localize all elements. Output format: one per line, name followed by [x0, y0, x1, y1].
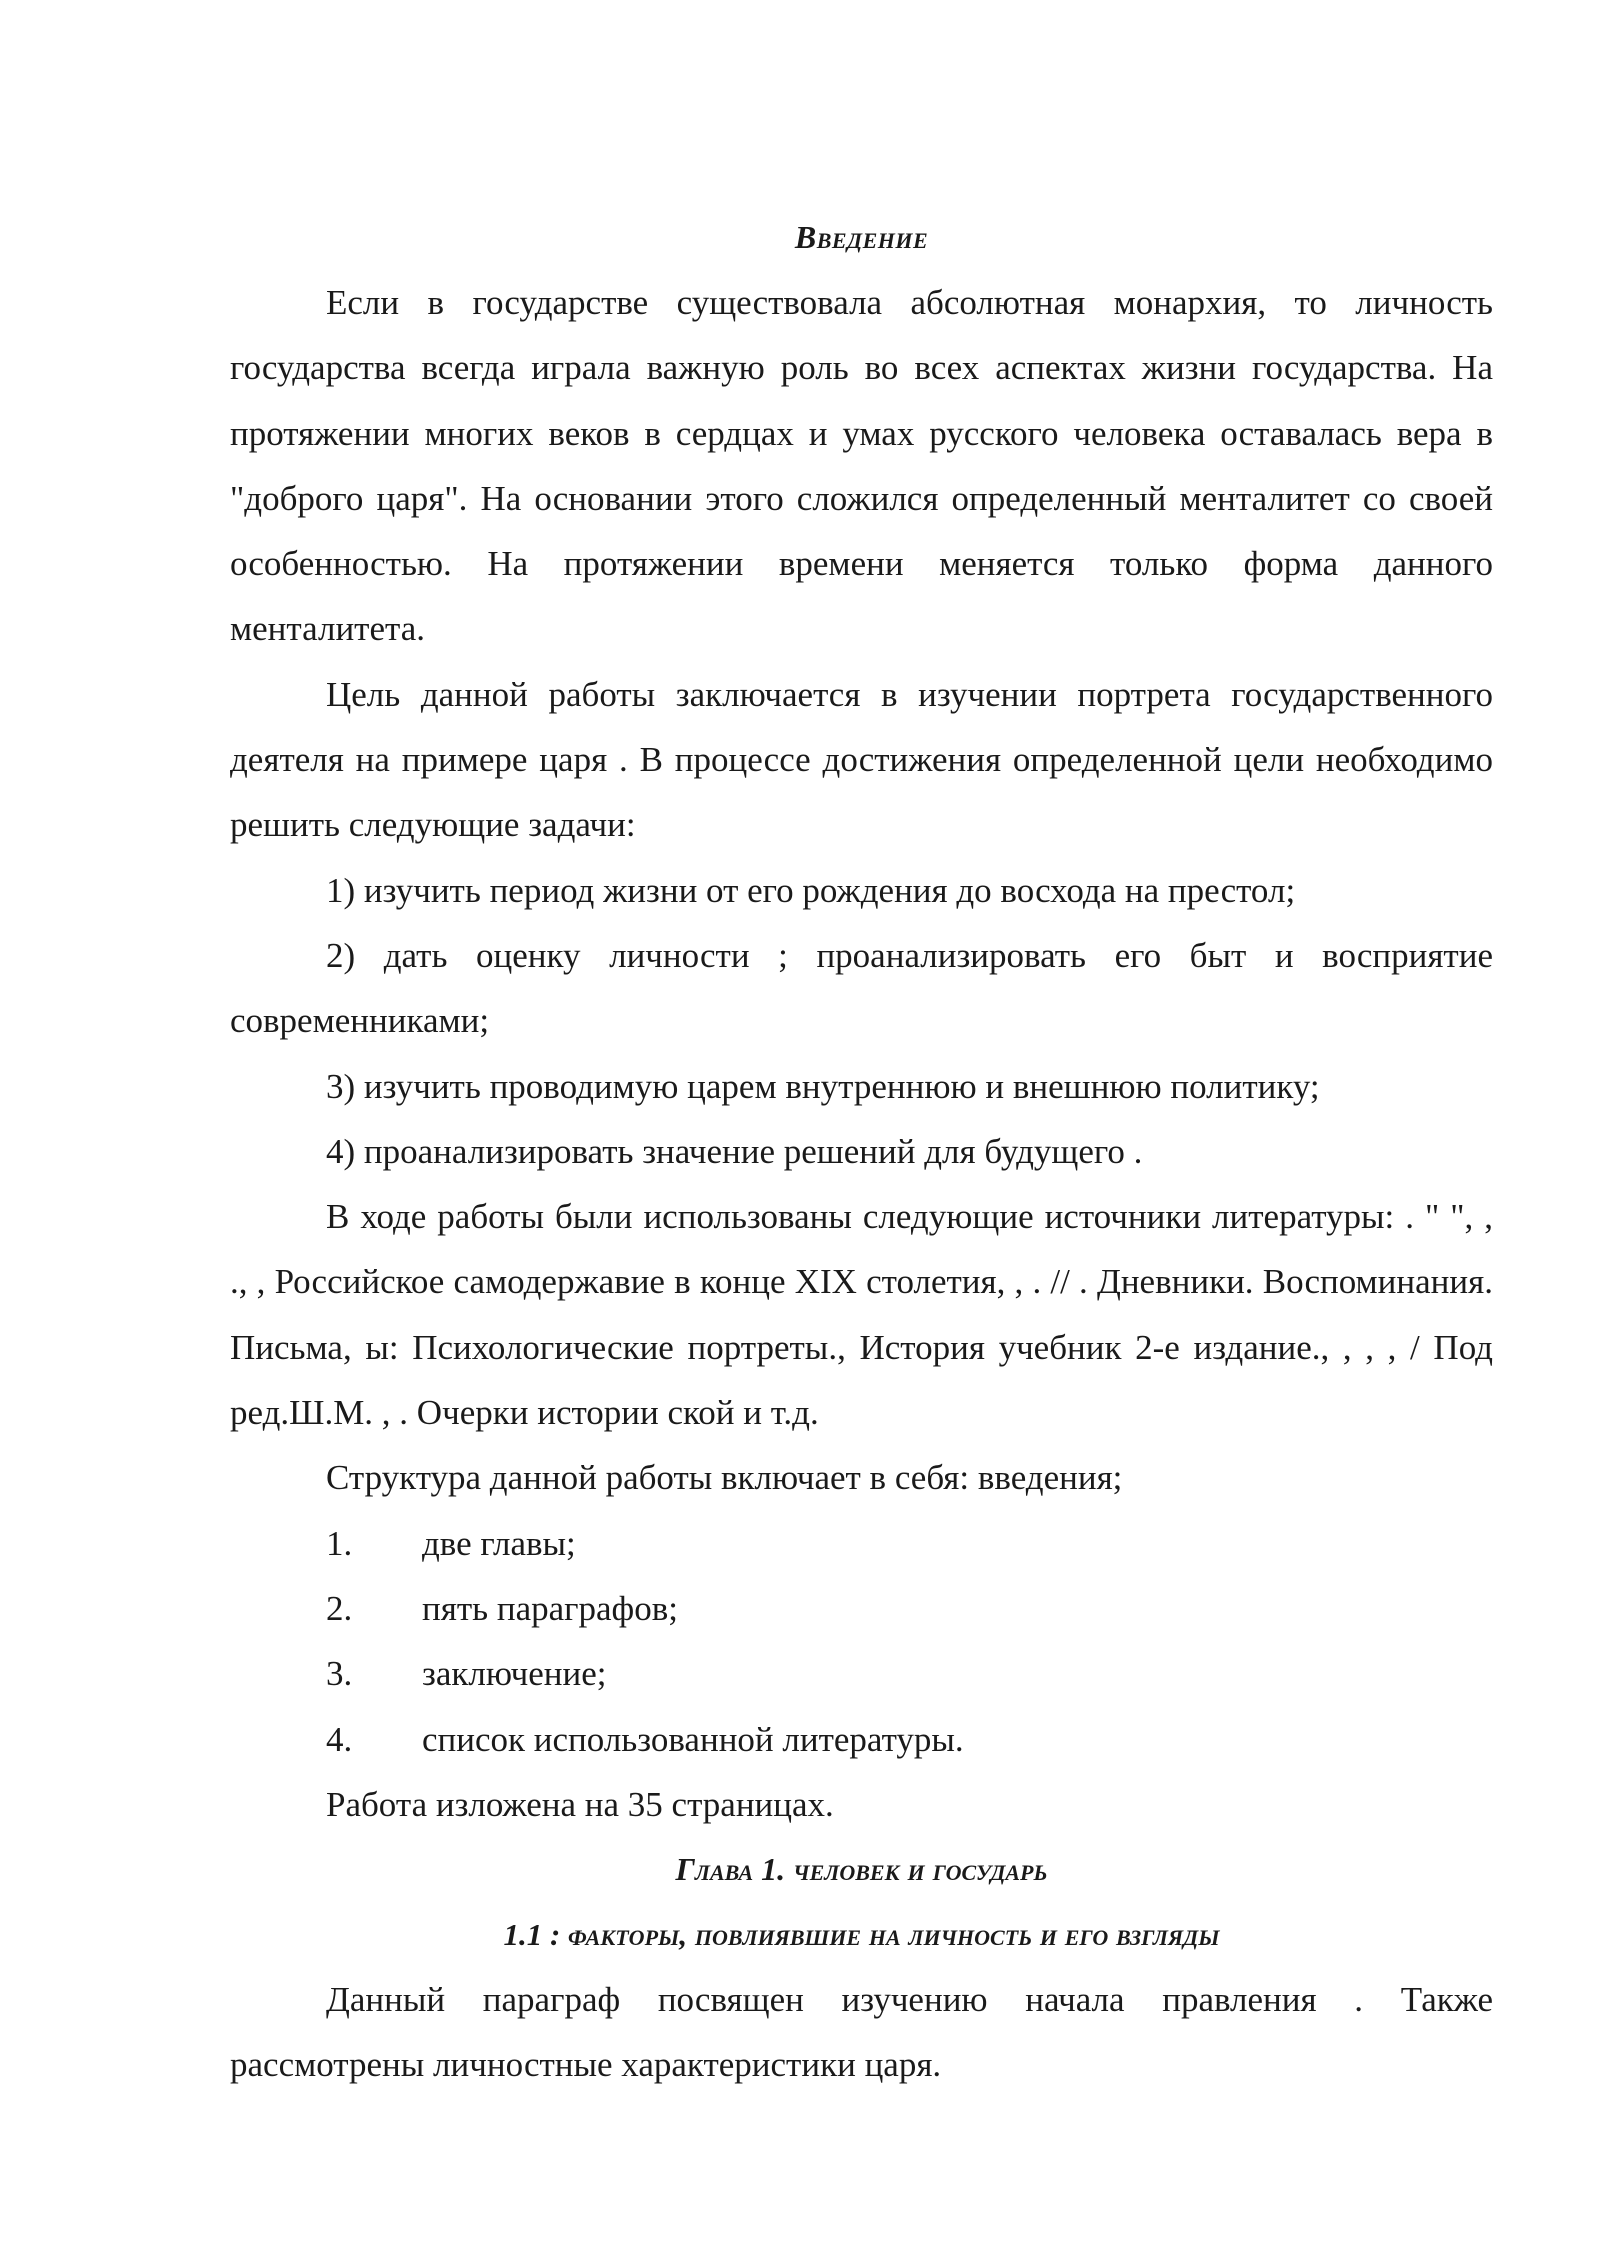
list-item: [230, 1576, 1493, 1641]
list-item-number: 3.: [326, 1654, 353, 1694]
list-item: [230, 1641, 1493, 1706]
list-item-number: 4.: [326, 1719, 353, 1759]
list-item-text: заключение;: [422, 1654, 607, 1694]
chapter-heading: Глава 1. человек и государь: [675, 1851, 1048, 1888]
list-item: [230, 1707, 1493, 1772]
paragraph-goal: Цель данной работы заключается в изучении портрета государственного деятеля на примере царя . В процессе достижения определенной цели необходимо решить следующие задачи:: [230, 674, 1493, 845]
list-item: [230, 1511, 1493, 1576]
section-heading: 1.1 : факторы, повлиявшие на личность и его взгляды: [503, 1917, 1220, 1953]
list-item-text: две главы;: [422, 1523, 576, 1563]
document-page: [230, 205, 1493, 2098]
task-2: 2) дать оценку личности ; проанализировать его быт и восприятие современниками;: [230, 935, 1493, 1041]
task-1: 1) изучить период жизни от его рождения до восхода на престол;: [326, 870, 1296, 910]
intro-heading: Введение: [794, 219, 929, 255]
list-item-number: 1.: [326, 1523, 353, 1563]
list-item-text: пять параграфов;: [422, 1588, 678, 1628]
paragraph-page-count: Работа изложена на 35 страницах.: [326, 1784, 834, 1824]
paragraph-structure: Структура данной работы включает в себя: введения;: [326, 1458, 1123, 1498]
paragraph-intro: Если в государстве существовала абсолютная монархия, то личность государства всегда играла важную роль во всех аспектах жизни государства. На протяжении многих веков в сердцах и умах русского человека оставалась вера в "доброго царя". На основании этого сложился определенный менталитет со своей особенностью. На протяжении времени меняется только форма данного менталитета.: [230, 283, 1493, 649]
task-4: 4) проанализировать значение решений для будущего .: [326, 1131, 1143, 1171]
paragraph-sources: В ходе работы были использованы следующие источники литературы: . " ", , ., , Российское самодержавие в конце XIX столетия, , . // . Дневники. Воспоминания. Письма, ы: Психологические портреты., История учебник 2-е издание., , , , / Под ред.Ш.М. , . Очерки истории ской и т.д.: [230, 1197, 1493, 1433]
task-3: 3) изучить проводимую царем внутреннюю и внешнюю политику;: [326, 1066, 1320, 1106]
paragraph-section-intro: Данный параграф посвящен изучению начала правления . Также рассмотрены личностные характеристики царя.: [230, 1980, 1493, 2085]
list-item-text: список использованной литературы.: [422, 1719, 964, 1759]
list-item-number: 2.: [326, 1588, 353, 1628]
